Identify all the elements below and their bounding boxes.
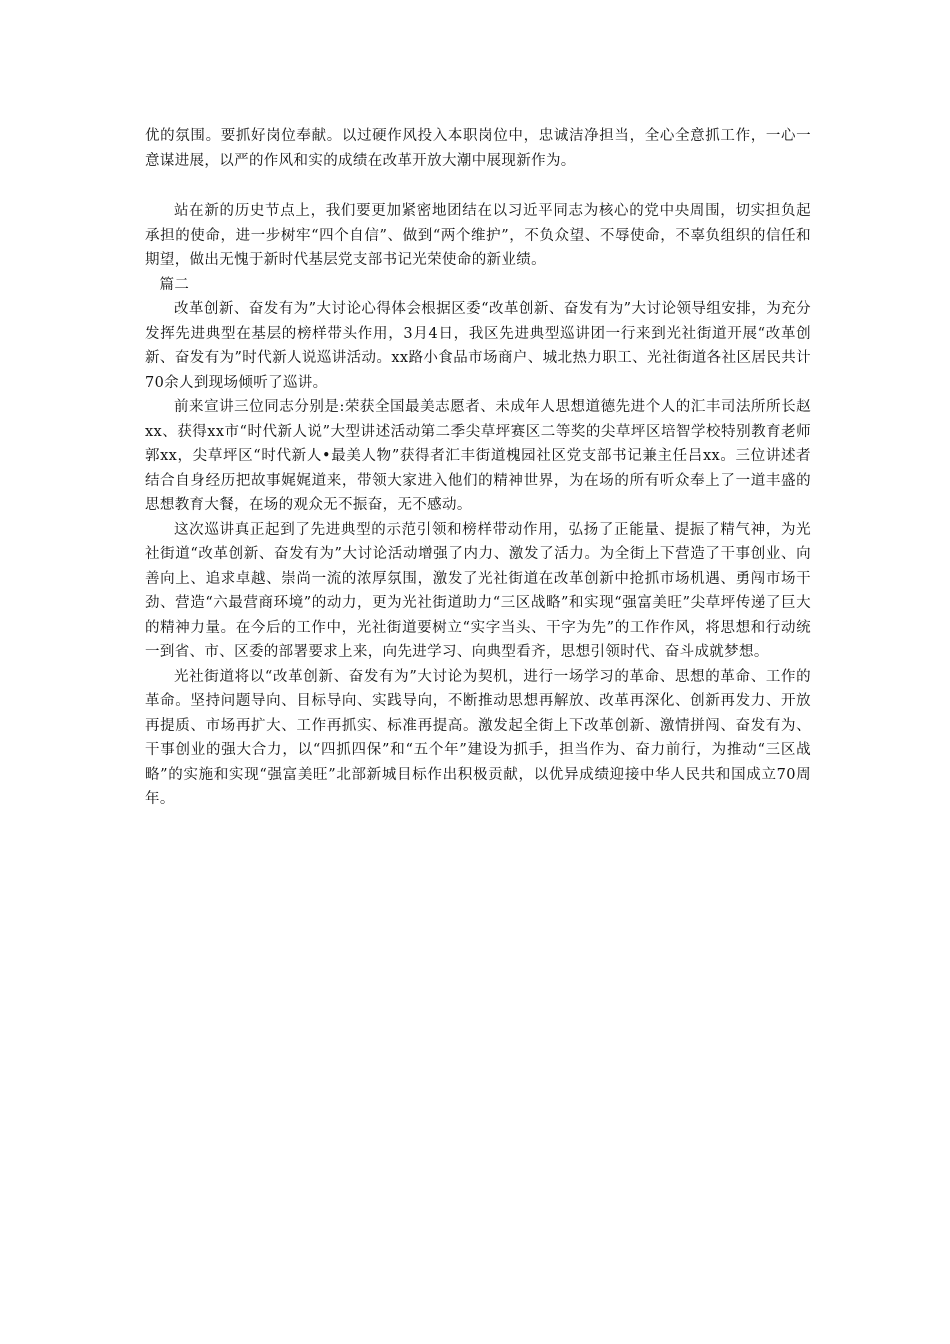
paragraph-continuation: 优的氛围。要抓好岗位奉献。以过硬作风投入本职岗位中，忠诚洁净担当，全心全意抓工作，一心一意谋进展，以严的作风和实的成绩在改革开放大潮中展现新作为。 xyxy=(145,128,811,169)
paragraph-intro: 改革创新、奋发有为”大讨论心得体会根据区委“改革创新、奋发有为”大讨论领导组安排，为充分发挥先进典型在基层的榜样带头作用，3月4日，我区先进典型巡讲团一行来到光社街道开展“改革创新、奋发有为”时代新人说巡讲活动。xx路小食品市场商户、城北热力职工、光社街道各社区居民共计70余人到现场倾听了巡讲。 xyxy=(145,301,811,391)
section-heading: 篇二 xyxy=(159,276,190,293)
paragraph-outlook: 光社街道将以“改革创新、奋发有为”大讨论为契机，进行一场学习的革命、思想的革命、工作的革命。坚持问题导向、目标导向、实践导向，不断推动思想再解放、改革再深化、创新再发力、开放再提质、市场再扩大、工作再抓实、标准再提高。激发起全街上下改革创新、激情拼闯、奋发有为、干事创业的强大合力，以“四抓四保”和“五个年”建设为抓手，担当作为、奋力前行，为推动“三区战略”的实施和实现“强富美旺”北部新城目标作出积极贡献，以优异成绩迎接中华人民共和国成立70周年。 xyxy=(145,668,811,807)
paragraph-effect: 这次巡讲真正起到了先进典型的示范引领和榜样带动作用，弘扬了正能量、提振了精气神，为光社街道“改革创新、奋发有为”大讨论活动增强了内力、激发了活力。为全街上下营造了干事创业、向善向上、追求卓越、崇尚一流的浓厚氛围，激发了光社街道在改革创新中抢抓市场机遇、勇闯市场干劲、营造“六最营商环境”的动力，更为光社街道助力“三区战略”和实现“强富美旺”尖草坪传递了巨大的精神力量。在今后的工作中，光社街道要树立“实字当头、干字为先”的工作作风，将思想和行动统一到省、市、区委的部署要求上来，向先进学习、向典型看齐，思想引领时代、奋斗成就梦想。 xyxy=(145,521,811,660)
paragraph-spacer xyxy=(145,173,811,199)
document-body xyxy=(145,124,811,812)
paragraph-speakers: 前来宣讲三位同志分别是:荣获全国最美志愿者、未成年人思想道德先进个人的汇丰司法所所长赵xx、获得xx市“时代新人说”大型讲述活动第二季尖草坪赛区二等奖的尖草坪区培智学校特别教育老师郭xx，尖草坪区“时代新人•最美人物”获得者汇丰街道槐园社区党支部书记兼主任吕xx。三位讲述者结合自身经历把故事娓娓道来，带领大家进入他们的精神世界，为在场的所有听众奉上了一道丰盛的思想教育大餐，在场的观众无不振奋，无不感动。 xyxy=(145,399,811,513)
paragraph-historic-node: 站在新的历史节点上，我们要更加紧密地团结在以习近平同志为核心的党中央周围，切实担负起承担的使命，进一步树牢“四个自信”、做到“两个维护”，不负众望、不辱使命，不辜负组织的信任和期望，做出无愧于新时代基层党支部书记光荣使命的新业绩。 xyxy=(145,203,811,268)
